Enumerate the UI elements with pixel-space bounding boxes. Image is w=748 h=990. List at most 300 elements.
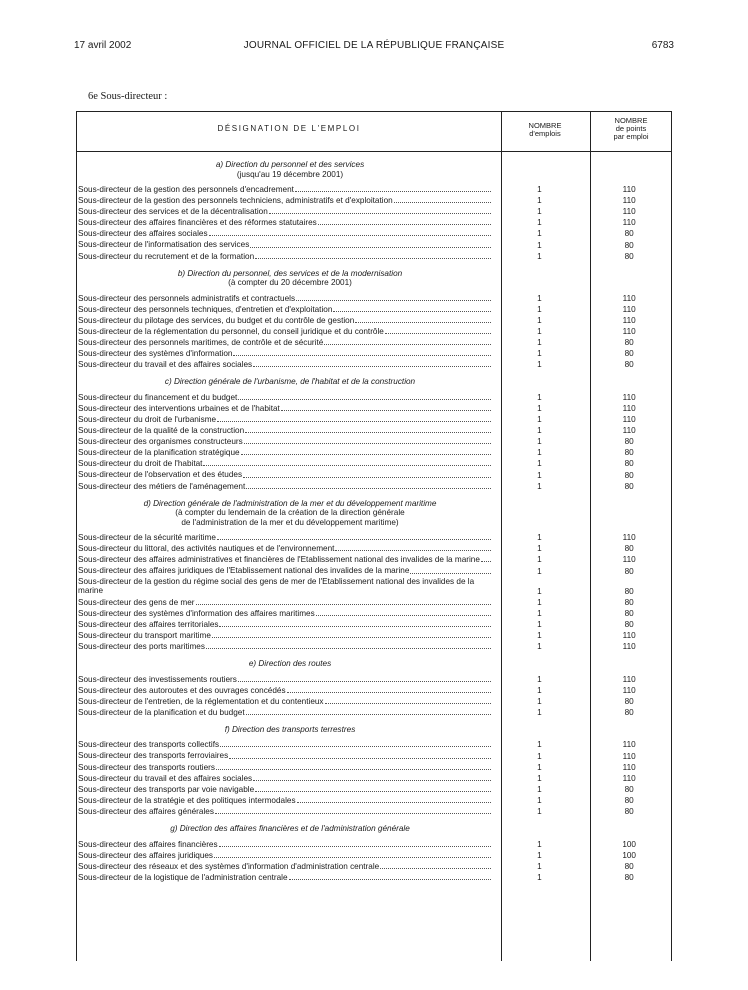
row-nombre: 1 [537, 872, 542, 882]
table-row [78, 839, 672, 850]
designation-text: Sous-directeur des affaires juridiques de l'Etablissement national des invalides de la marine [78, 566, 410, 576]
table-row [78, 532, 672, 543]
designation-text: Sous-directeur de la réglementation du personnel, du conseil juridique et du contrôle [78, 326, 384, 336]
row-nombre: 1 [537, 207, 542, 217]
leader-dots [394, 202, 491, 203]
row-nombre: 1 [537, 470, 542, 480]
table-row [78, 872, 672, 883]
row-designation [78, 577, 493, 597]
designation-text: Sous-directeur des affaires sociales [78, 229, 208, 239]
section-heading [78, 659, 502, 669]
row-points: 80 [624, 338, 634, 348]
column-header-line: NOMBRE [528, 121, 562, 130]
row-nombre: 1 [537, 773, 542, 783]
row-nombre: 1 [537, 839, 542, 849]
row-designation [78, 469, 493, 480]
table-row [78, 414, 672, 425]
row-designation [78, 696, 493, 707]
table-section [78, 377, 672, 491]
row-points: 80 [624, 872, 634, 882]
row-designation [78, 630, 493, 641]
column-header-nombre [501, 122, 589, 138]
leader-dots [325, 703, 491, 704]
table-row [78, 762, 672, 773]
designation-text: Sous-directeur du travail et des affaires sociales [78, 360, 253, 370]
row-designation [78, 436, 493, 447]
row-nombre: 1 [537, 349, 542, 359]
row-nombre: 1 [537, 304, 542, 314]
designation-text: Sous-directeur des personnels techniques, d'entretien et d'exploitation [78, 304, 333, 314]
table-row [78, 425, 672, 436]
designation-text: Sous-directeur du travail et des affaires sociales [78, 773, 253, 783]
row-points: 110 [622, 415, 636, 425]
table-section [78, 160, 672, 262]
row-points: 110 [622, 740, 636, 750]
row-nombre: 1 [537, 586, 542, 596]
row-nombre: 1 [537, 240, 542, 250]
designation-text: Sous-directeur de l'informatisation des services [78, 240, 250, 250]
row-designation [78, 337, 493, 348]
table-row [78, 707, 672, 718]
row-points: 100 [622, 839, 636, 849]
row-designation [78, 806, 493, 817]
designation-text: Sous-directeur des organismes constructeurs [78, 437, 243, 447]
leader-dots [219, 846, 491, 847]
designation-text: Sous-directeur des affaires administratives et financières de l'Etablissement national des invalides de la marine [78, 555, 480, 565]
table-row [78, 806, 672, 817]
row-designation [78, 554, 493, 565]
leader-dots [410, 573, 490, 574]
row-nombre: 1 [537, 533, 542, 543]
row-points: 80 [624, 481, 634, 491]
leader-dots [246, 488, 490, 489]
section-heading-line: (à compter du 20 décembre 2001) [228, 278, 352, 288]
row-designation [78, 326, 493, 337]
row-points: 110 [622, 426, 636, 436]
row-designation [78, 315, 493, 326]
section-heading-line: de l'administration de la mer et du développement maritime) [181, 517, 399, 527]
row-points: 110 [622, 762, 636, 772]
row-nombre: 1 [537, 437, 542, 447]
designation-text: Sous-directeur de la stratégie et des politiques intermodales [78, 795, 296, 805]
designation-text: Sous-directeur des systèmes d'information [78, 349, 233, 359]
row-nombre: 1 [537, 392, 542, 402]
row-points: 80 [624, 784, 634, 794]
row-points: 110 [622, 315, 636, 325]
row-designation [78, 872, 493, 883]
row-designation [78, 839, 493, 850]
row-points: 80 [624, 861, 634, 871]
row-designation [78, 392, 493, 403]
table-row [78, 619, 672, 630]
row-designation [78, 784, 493, 795]
designation-text: Sous-directeur des systèmes d'information des affaires maritimes [78, 608, 315, 618]
section-heading-line: b) Direction du personnel, des services et de la modernisation [177, 268, 403, 278]
table-row [78, 685, 672, 696]
table-row [78, 392, 672, 403]
section-title: 6e Sous-directeur : [88, 91, 168, 102]
leader-dots [246, 714, 491, 715]
leader-dots [216, 769, 491, 770]
leader-dots [250, 247, 490, 248]
row-nombre: 1 [537, 597, 542, 607]
row-designation [78, 861, 493, 872]
row-nombre: 1 [537, 327, 542, 337]
designation-text: Sous-directeur de la logistique de l'administration centrale [78, 872, 288, 882]
section-heading-line: a) Direction du personnel et des services [215, 160, 365, 169]
row-nombre: 1 [537, 807, 542, 817]
column-header-line: par emploi [613, 132, 649, 141]
table-row [78, 447, 672, 458]
leader-dots [214, 857, 491, 858]
designation-text: Sous-directeur de la qualité de la construction [78, 426, 245, 436]
row-designation [78, 532, 493, 543]
leader-dots [219, 626, 490, 627]
row-designation [78, 685, 493, 696]
journal-title: JOURNAL OFFICIEL DE LA RÉPUBLIQUE FRANÇAISE [243, 40, 505, 51]
column-header-line: d'emplois [529, 129, 561, 138]
row-points: 80 [624, 608, 634, 618]
row-designation [78, 195, 493, 206]
row-nombre: 1 [537, 229, 542, 239]
row-points: 110 [622, 327, 636, 337]
designation-text: Sous-directeur du littoral, des activités nautiques et de l'environnement [78, 544, 335, 554]
table-row [78, 326, 672, 337]
leader-dots [233, 355, 490, 356]
row-designation [78, 447, 493, 458]
designation-text: Sous-directeur des autoroutes et des ouvrages concédés [78, 685, 286, 695]
row-designation [78, 850, 493, 861]
row-points: 110 [622, 674, 636, 684]
row-nombre: 1 [537, 696, 542, 706]
column-header-line: NOMBRE [614, 116, 648, 125]
row-points: 110 [622, 533, 636, 543]
table-row [78, 630, 672, 641]
row-points: 110 [622, 773, 636, 783]
row-points: 110 [622, 555, 636, 565]
table-row [78, 784, 672, 795]
row-points: 80 [624, 437, 634, 447]
designation-text: Sous-directeur des métiers de l'aménagement [78, 481, 246, 491]
issue-date: 17 avril 2002 [74, 40, 132, 51]
section-heading [78, 269, 502, 288]
leader-dots [355, 322, 490, 323]
row-designation [78, 565, 493, 576]
row-nombre: 1 [537, 415, 542, 425]
row-points: 80 [624, 707, 634, 717]
section-heading-line: d) Direction générale de l'administration de la mer et du développement maritime [143, 498, 437, 508]
section-heading-line: e) Direction des routes [248, 659, 332, 668]
designation-text: Sous-directeur de la planification stratégique [78, 448, 240, 458]
leader-dots [295, 191, 491, 192]
row-nombre: 1 [537, 448, 542, 458]
row-points: 110 [622, 751, 636, 761]
leader-dots [324, 344, 490, 345]
leader-dots [281, 410, 491, 411]
leader-dots [333, 311, 490, 312]
designation-text: Sous-directeur des personnels administratifs et contractuels [78, 293, 296, 303]
leader-dots [229, 758, 490, 759]
row-nombre: 1 [537, 795, 542, 805]
designation-text: Sous-directeur des gens de mer [78, 597, 195, 607]
designation-text: Sous-directeur des affaires financières et des réformes statutaires [78, 218, 317, 228]
row-nombre: 1 [537, 642, 542, 651]
row-nombre: 1 [537, 861, 542, 871]
column-header-designation: DÉSIGNATION DE L'EMPLOI [217, 124, 361, 133]
table-row [78, 481, 672, 492]
row-points: 80 [624, 470, 634, 480]
row-points: 110 [622, 196, 636, 206]
row-points: 80 [624, 459, 634, 469]
table-row [78, 773, 672, 784]
table-row [78, 228, 672, 239]
table-row [78, 348, 672, 359]
designation-text: Sous-directeur des affaires territoriales [78, 619, 219, 629]
row-designation [78, 750, 493, 761]
row-nombre: 1 [537, 630, 542, 640]
section-heading-line: c) Direction générale de l'urbanisme, de l'habitat et de la construction [164, 377, 416, 387]
row-nombre: 1 [537, 608, 542, 618]
designation-text: Sous-directeur de la planification et du budget [78, 707, 245, 717]
leader-dots [289, 879, 491, 880]
row-points: 80 [624, 696, 634, 706]
row-nombre: 1 [537, 218, 542, 228]
column-header-line: de points [615, 124, 647, 133]
designation-text: Sous-directeur des transports collectifs [78, 740, 220, 750]
row-designation [78, 414, 493, 425]
row-designation [78, 206, 493, 217]
row-points: 110 [622, 218, 636, 228]
row-points: 80 [624, 544, 634, 554]
leader-dots [269, 213, 491, 214]
table-row [78, 458, 672, 469]
designation-text: Sous-directeur des personnels maritimes, de contrôle et de sécurité [78, 338, 324, 348]
table-row [78, 850, 672, 861]
table-section [78, 659, 672, 718]
section-heading [78, 725, 502, 735]
row-designation [78, 773, 493, 784]
table-row [78, 696, 672, 707]
row-points: 80 [624, 229, 634, 239]
leader-dots [217, 539, 491, 540]
table-row [78, 608, 672, 619]
leader-dots [380, 868, 490, 869]
row-designation [78, 228, 493, 239]
table-row [78, 206, 672, 217]
table-row [78, 554, 672, 565]
designation-text: Sous-directeur du droit de l'urbanisme [78, 415, 217, 424]
section-heading-line: (à compter du lendemain de la création de la direction générale [175, 508, 405, 518]
row-points: 80 [624, 597, 634, 607]
row-points: 110 [622, 404, 636, 413]
row-designation [78, 762, 493, 773]
designation-text: Sous-directeur des services et de la décentralisation [78, 207, 268, 217]
section-heading [78, 377, 502, 387]
table-row [78, 436, 672, 447]
leader-dots [206, 648, 491, 649]
table-row [78, 739, 672, 750]
designation-text: Sous-directeur de l'observation et des études [78, 470, 243, 480]
row-nombre: 1 [537, 251, 542, 261]
row-points: 80 [624, 586, 634, 596]
leader-dots [335, 550, 490, 551]
row-points: 80 [624, 795, 634, 805]
row-nombre: 1 [537, 459, 542, 469]
row-nombre: 1 [537, 619, 542, 629]
leader-dots [253, 366, 490, 367]
row-points: 100 [622, 850, 636, 860]
section-heading-line: g) Direction des affaires financières et de l'administration générale [170, 824, 410, 834]
row-nombre: 1 [537, 762, 542, 772]
designation-text: Sous-directeur du recrutement et de la formation [78, 251, 255, 261]
table-row [78, 577, 672, 597]
designation-text: Sous-directeur des réseaux et des systèmes d'information d'administration centrale [78, 861, 380, 871]
leader-dots [245, 432, 490, 433]
row-points: 110 [622, 185, 636, 195]
row-designation [78, 251, 493, 262]
row-points: 80 [624, 448, 634, 458]
table-row [78, 195, 672, 206]
page-number: 6783 [651, 40, 674, 51]
leader-dots [196, 604, 491, 605]
leader-dots [212, 637, 491, 638]
table-row [78, 403, 672, 414]
row-designation [78, 597, 493, 608]
designation-text: Sous-directeur du droit de l'habitat [78, 459, 203, 469]
leader-dots [255, 258, 490, 259]
row-points: 80 [624, 619, 634, 629]
row-nombre: 1 [537, 404, 542, 413]
row-designation [78, 458, 493, 469]
table-row [78, 861, 672, 872]
row-nombre: 1 [537, 740, 542, 750]
table-row [78, 565, 672, 576]
row-nombre: 1 [537, 196, 542, 206]
row-nombre: 1 [537, 674, 542, 684]
row-points: 80 [624, 807, 634, 817]
table-row [78, 674, 672, 685]
table-row [78, 184, 672, 195]
row-designation [78, 304, 493, 315]
designation-text: Sous-directeur de la gestion des personnels d'encadrement [78, 185, 294, 194]
row-points: 80 [624, 251, 634, 261]
row-points: 80 [624, 240, 634, 250]
leader-dots [296, 300, 491, 301]
leader-dots [297, 802, 491, 803]
row-nombre: 1 [537, 685, 542, 695]
designation-text: Sous-directeur des transports routiers [78, 762, 215, 772]
designation-text: Sous-directeur du pilotage des services, du budget et du contrôle de gestion [78, 315, 355, 325]
row-nombre: 1 [537, 751, 542, 761]
designation-text: Sous-directeur de l'entretien, de la réglementation et du contentieux [78, 696, 324, 706]
row-nombre: 1 [537, 555, 542, 565]
row-nombre: 1 [537, 566, 542, 576]
designation-text: Sous-directeur des transports par voie navigable [78, 784, 255, 794]
row-designation [78, 619, 493, 630]
leader-dots [244, 443, 491, 444]
section-heading [78, 499, 502, 528]
leader-dots [220, 746, 491, 747]
designation-text: Sous-directeur de la sécurité maritime [78, 533, 216, 543]
row-designation [78, 608, 493, 619]
row-nombre: 1 [537, 315, 542, 325]
row-points: 80 [624, 360, 634, 370]
table-section [78, 824, 672, 883]
section-heading-line: (jusqu'au 19 décembre 2001) [236, 169, 344, 179]
row-designation [78, 239, 493, 250]
table-row [78, 641, 672, 652]
row-designation [78, 795, 493, 806]
row-nombre: 1 [537, 850, 542, 860]
leader-dots [255, 791, 490, 792]
row-designation [78, 425, 493, 436]
row-nombre: 1 [537, 784, 542, 794]
column-header-points [590, 117, 672, 141]
table-row [78, 293, 672, 304]
row-nombre: 1 [537, 293, 542, 303]
table-row [78, 750, 672, 761]
leader-dots [215, 813, 491, 814]
row-points: 110 [622, 392, 636, 402]
table-row [78, 239, 672, 250]
leader-dots [385, 333, 491, 334]
section-heading [78, 160, 502, 179]
row-designation [78, 707, 493, 718]
section-heading [78, 824, 502, 834]
page-header [74, 40, 674, 56]
leader-dots [238, 399, 490, 400]
row-points: 110 [622, 293, 636, 303]
leader-dots [241, 454, 491, 455]
designation-text: Sous-directeur de la gestion des personnels techniciens, administratifs et d'exploitation [78, 196, 393, 206]
row-designation [78, 184, 493, 195]
row-points: 110 [622, 304, 636, 314]
section-heading-line: f) Direction des transports terrestres [224, 724, 356, 734]
table-body [78, 160, 672, 890]
table-row [78, 795, 672, 806]
table-section [78, 499, 672, 652]
row-nombre: 1 [537, 185, 542, 195]
designation-text: Sous-directeur du financement et du budget [78, 392, 238, 402]
row-designation [78, 348, 493, 359]
table-row [78, 304, 672, 315]
designation-text: Sous-directeur de la gestion du régime social des gens de mer de l'Etablissement national des invalides de la marine [78, 576, 475, 596]
designation-text: Sous-directeur des affaires juridiques [78, 850, 214, 860]
table-section [78, 725, 672, 817]
leader-dots [209, 235, 491, 236]
leader-dots [481, 561, 491, 562]
table-row [78, 543, 672, 554]
row-nombre: 1 [537, 544, 542, 554]
leader-dots [316, 615, 491, 616]
table-row [78, 359, 672, 370]
designation-text: Sous-directeur du transport maritime [78, 630, 211, 640]
designation-text: Sous-directeur des transports ferroviaires [78, 751, 229, 761]
table-row [78, 315, 672, 326]
designation-text: Sous-directeur des investissements routiers [78, 674, 237, 684]
row-designation [78, 403, 493, 414]
row-nombre: 1 [537, 426, 542, 436]
row-designation [78, 293, 493, 304]
row-designation [78, 217, 493, 228]
row-nombre: 1 [537, 481, 542, 491]
row-designation [78, 739, 493, 750]
leader-dots [217, 421, 491, 422]
header-rule [76, 151, 672, 152]
designation-text: Sous-directeur des affaires générales [78, 806, 214, 816]
row-designation [78, 543, 493, 554]
row-points: 110 [622, 685, 636, 695]
